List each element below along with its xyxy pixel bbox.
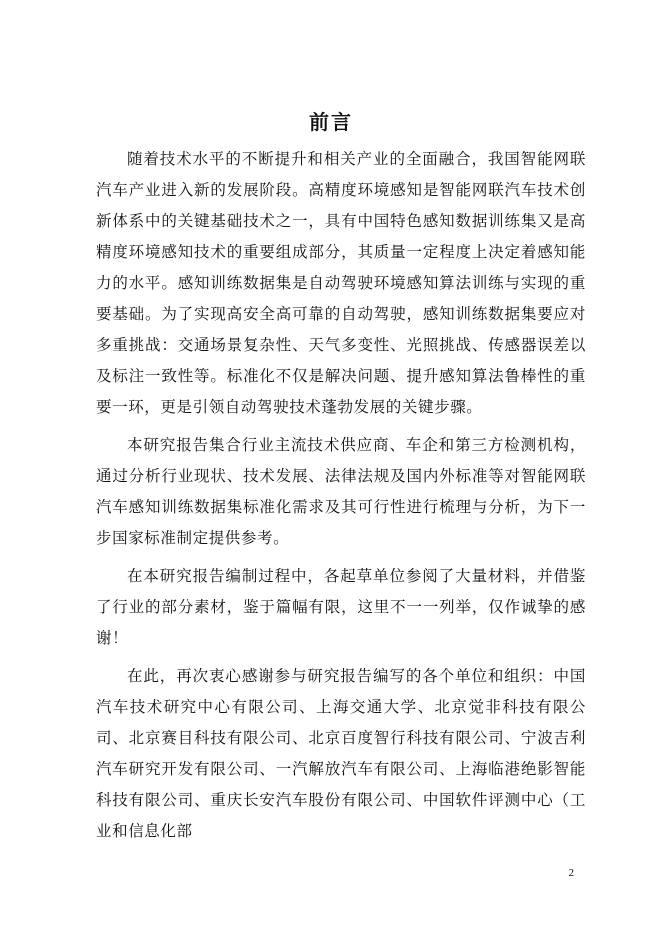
page-number: 2	[568, 867, 574, 879]
document-body	[96, 144, 586, 854]
paragraph-acknowledgements: 在此，再次衷心感谢参与研究报告编写的各个单位和组织：中国汽车技术研究中心有限公司、上海交通大学、北京觉非科技有限公司、北京赛目科技有限公司、北京百度智行科技有限公司、宁波吉利汽车研究开发有限公司、一汽解放汽车有限公司、上海临港绝影智能科技有限公司、重庆长安汽车股份有限公司、中国软件评测中心（工业和信息化部	[96, 667, 586, 840]
paragraph-references: 在本研究报告编制过程中，各起草单位参阅了大量材料，并借鉴了行业的部分素材，鉴于篇幅有限，这里不一一列举，仅作诚挚的感谢！	[96, 567, 586, 647]
paragraph-scope: 本研究报告集合行业主流技术供应商、车企和第三方检测机构，通过分析行业现状、技术发展、法律法规及国内外标准等对智能网联汽车感知训练数据集标准化需求及其可行性进行梳理与分析，为下一步国家标准制定提供参考。	[96, 436, 586, 547]
page-title: 前言	[309, 110, 353, 134]
paragraph-intro: 随着技术水平的不断提升和相关产业的全面融合，我国智能网联汽车产业进入新的发展阶段。高精度环境感知是智能网联汽车技术创新体系中的关键基础技术之一，具有中国特色感知数据训练集又是高精度环境感知技术的重要组成部分，其质量一定程度上决定着感知能力的水平。感知训练数据集是自动驾驶环境感知算法训练与实现的重要基础。为了实现高安全高可靠的自动驾驶，感知训练数据集要应对多重挑战：交通场景复杂性、天气多变性、光照挑战、传感器误差以及标注一致性等。标准化不仅是解决问题、提升感知算法鲁棒性的重要一环，更是引领自动驾驶技术蓬勃发展的关键步骤。	[96, 150, 586, 416]
